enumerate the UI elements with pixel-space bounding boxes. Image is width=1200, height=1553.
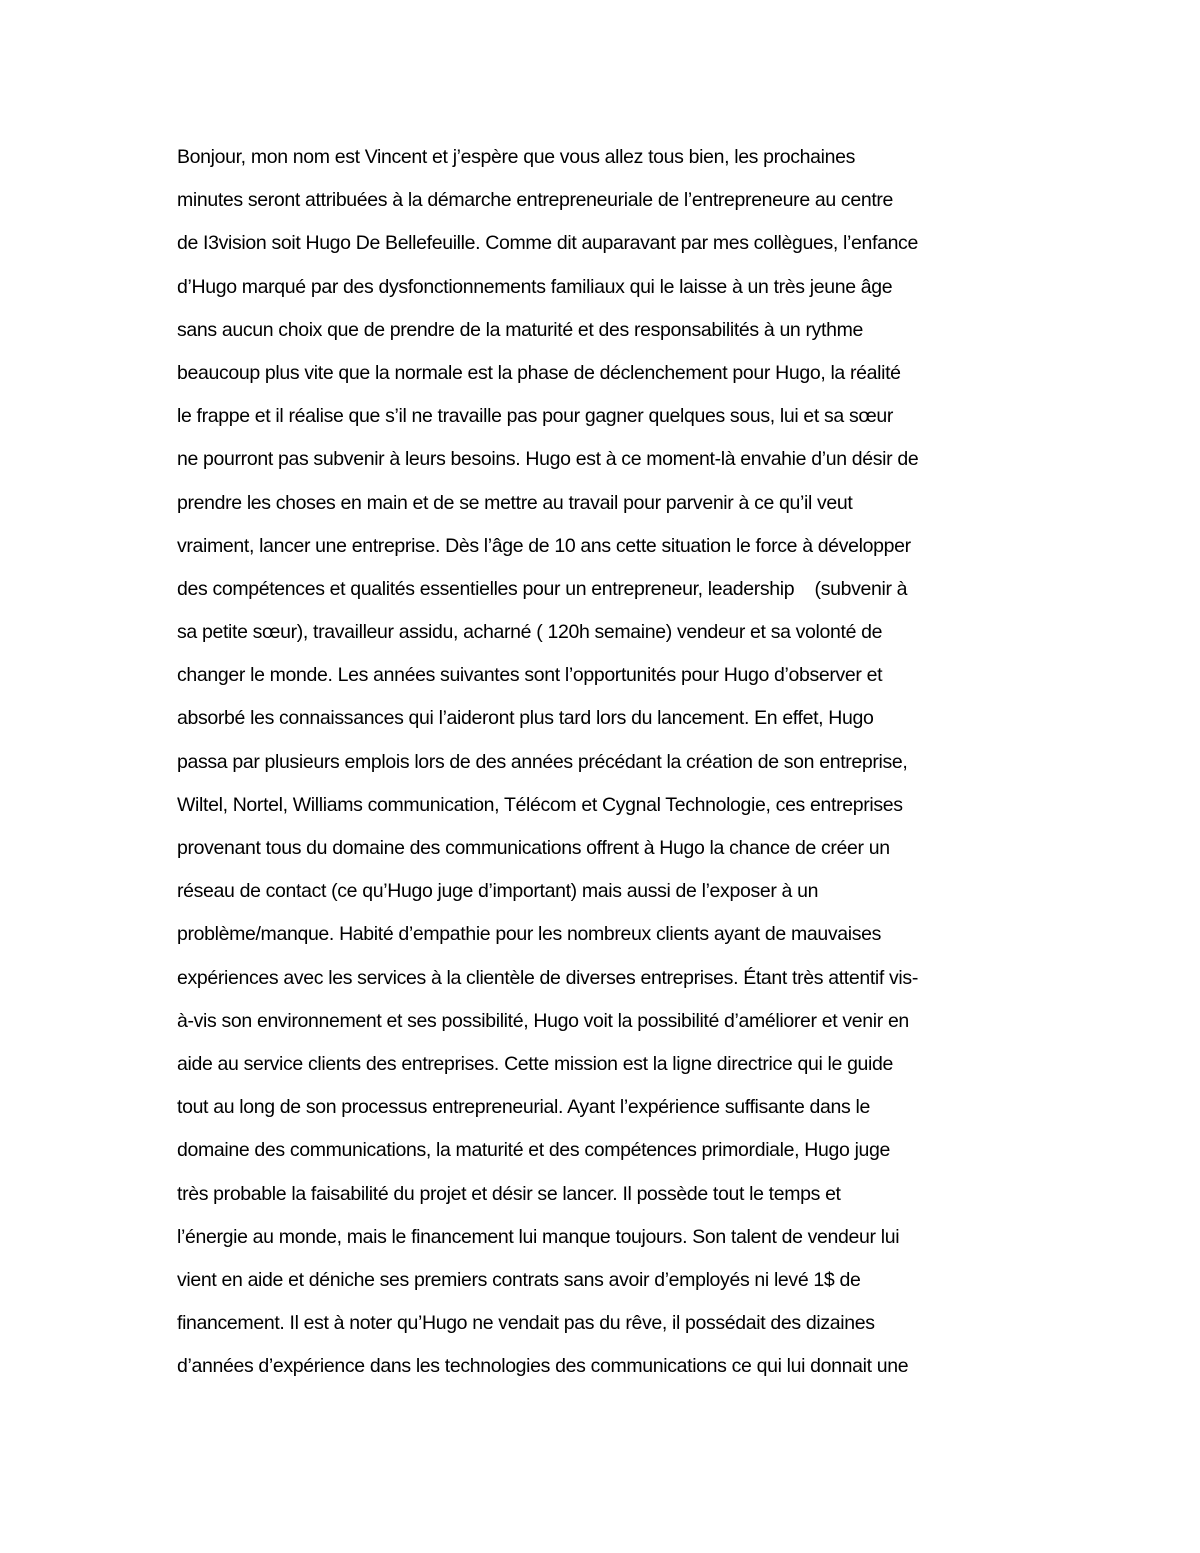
text-line: d’Hugo marqué par des dysfonctionnements familiaux qui le laisse à un très jeune âge [177, 275, 893, 298]
text-line: provenant tous du domaine des communications offrent à Hugo la chance de créer un [177, 837, 890, 859]
text-line: absorbé les connaissances qui l’aideront plus tard lors du lancement. En effet, Hugo [177, 707, 874, 730]
text-line: réseau de contact (ce qu’Hugo juge d’important) mais aussi de l’exposer à un [177, 880, 819, 903]
text-line: à-vis son environnement et ses possibilité, Hugo voit la possibilité d’améliorer et venir en [177, 1009, 909, 1032]
text-line: domaine des communications, la maturité et des compétences primordiale, Hugo juge [177, 1139, 891, 1162]
text-line: Wiltel, Nortel, Williams communication, Télécom et Cygnal Technologie, ces entreprises [177, 793, 903, 816]
text-line: Bonjour, mon nom est Vincent et j’espère que vous allez tous bien, les prochaines [177, 146, 856, 168]
text-line: financement. Il est à noter qu’Hugo ne vendait pas du rêve, il possédait des dizaines [177, 1312, 875, 1335]
text-line: l’énergie au monde, mais le financement lui manque toujours. Son talent de vendeur lui [177, 1225, 900, 1248]
text-line: prendre les choses en main et de se mettre au travail pour parvenir à ce qu’il veut [177, 491, 853, 514]
text-line: tout au long de son processus entrepreneurial. Ayant l’expérience suffisante dans le [177, 1096, 870, 1119]
text-line: problème/manque. Habité d’empathie pour les nombreux clients ayant de mauvaises [177, 923, 882, 946]
text-line: passa par plusieurs emplois lors de des années précédant la création de son entreprise, [177, 750, 908, 773]
text-line: aide au service clients des entreprises. Cette mission est la ligne directrice qui le guide [177, 1052, 894, 1075]
text-line: des compétences et qualités essentielles pour un entrepreneur, leadership (subvenir à [177, 577, 908, 600]
text-line: beaucoup plus vite que la normale est la phase de déclenchement pour Hugo, la réalité [177, 361, 901, 384]
text-line: de I3vision soit Hugo De Bellefeuille. Comme dit auparavant par mes collègues, l’enfance [177, 232, 918, 255]
text-line: vraiment, lancer une entreprise. Dès l’âge de 10 ans cette situation le force à développer [177, 534, 911, 557]
text-line: ne pourront pas subvenir à leurs besoins. Hugo est à ce moment-là envahie d’un désir de [177, 448, 919, 471]
body-paragraph [177, 136, 1037, 1388]
text-line: sa petite sœur), travailleur assidu, acharné ( 120h semaine) vendeur et sa volonté de [177, 621, 883, 644]
text-line: minutes seront attribuées à la démarche entrepreneuriale de l’entrepreneure au centre [177, 189, 894, 212]
text-line: d’années d’expérience dans les technologies des communications ce qui lui donnait une [177, 1355, 909, 1378]
text-line: le frappe et il réalise que s’il ne travaille pas pour gagner quelques sous, lui et sa sœur [177, 405, 894, 428]
text-line: vient en aide et déniche ses premiers contrats sans avoir d’employés ni levé 1$ de [177, 1268, 861, 1291]
text-line: expériences avec les services à la clientèle de diverses entreprises. Étant très attentif vis- [177, 966, 918, 989]
text-line: changer le monde. Les années suivantes sont l’opportunités pour Hugo d’observer et [177, 664, 883, 687]
text-line: sans aucun choix que de prendre de la maturité et des responsabilités à un rythme [177, 318, 863, 341]
text-line: très probable la faisabilité du projet et désir se lancer. Il possède tout le temps et [177, 1182, 841, 1205]
